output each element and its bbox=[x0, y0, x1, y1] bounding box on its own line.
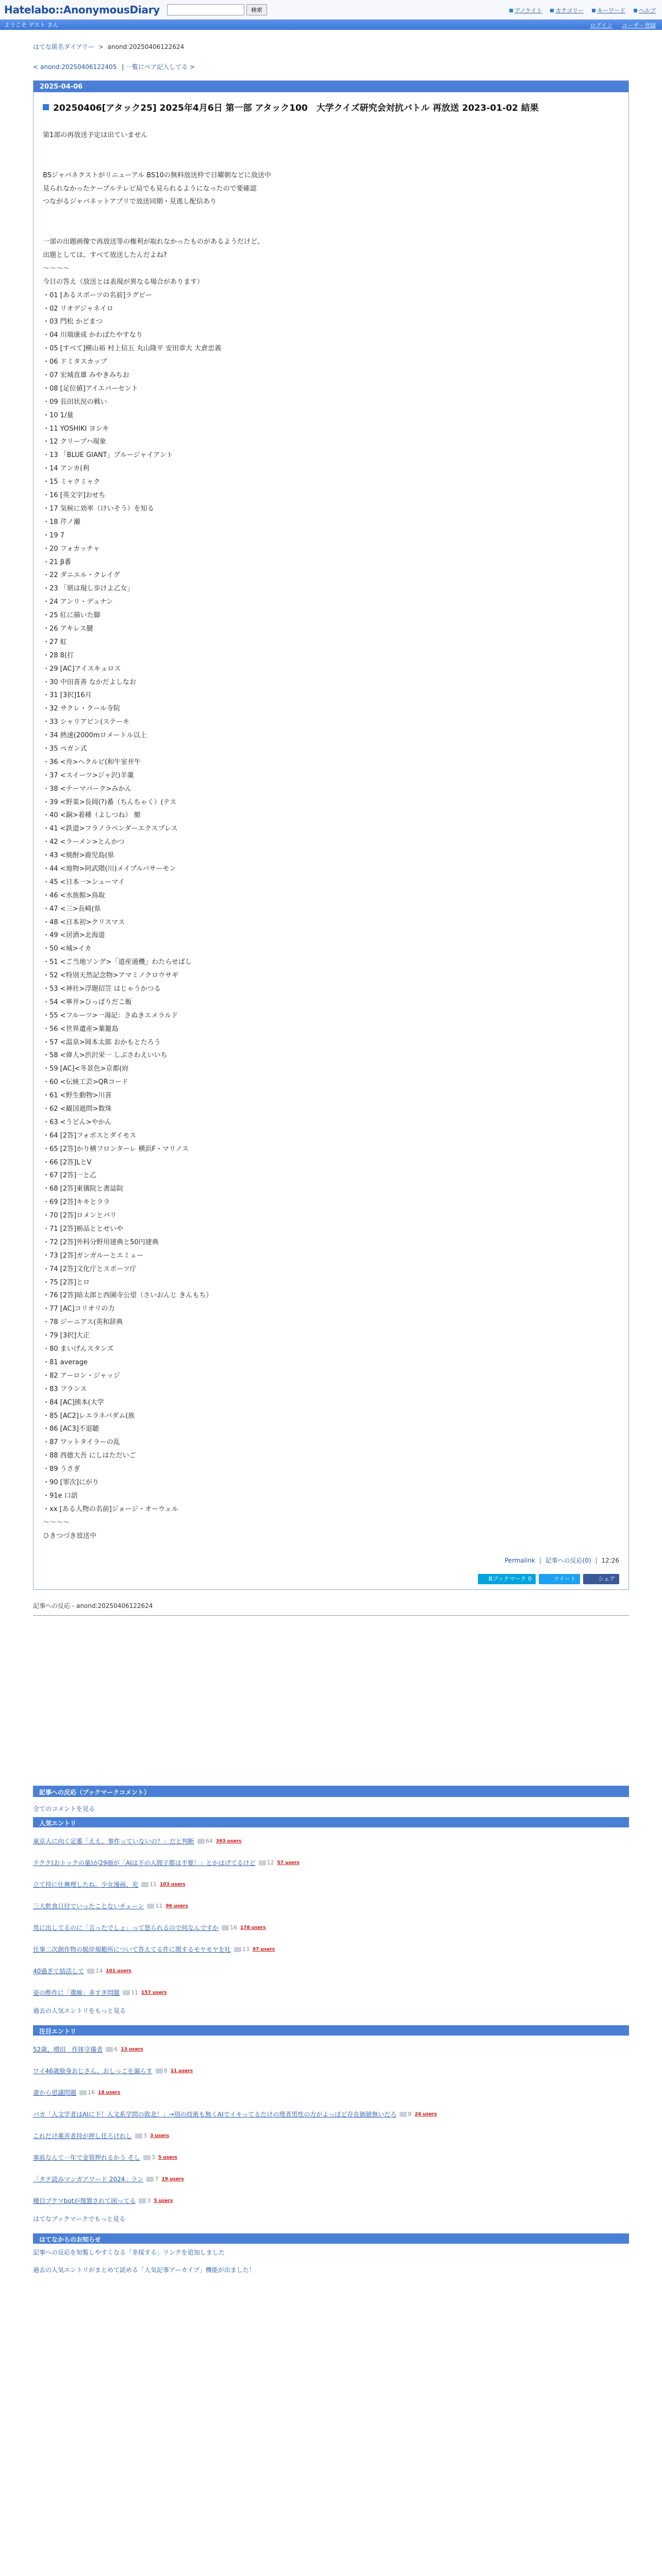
body-line: ・19 7 bbox=[43, 531, 64, 539]
blank-line bbox=[43, 209, 619, 222]
body-line: ・11 YOSHIKI ヨシキ bbox=[43, 425, 109, 433]
users-badge[interactable]: 57 users bbox=[277, 1860, 300, 1866]
body-line: ・54 <寧井>ひっぱりだこ飯 bbox=[43, 998, 132, 1006]
entry-row bbox=[33, 2190, 629, 2212]
breadcrumb-home[interactable]: はてな匿名ダイアリー bbox=[33, 43, 94, 50]
entry-row bbox=[33, 2147, 629, 2168]
entry-row bbox=[33, 1960, 629, 1982]
breadcrumb-current: anond:20250406122624 bbox=[107, 43, 185, 50]
body-line: ・59 [AC]<冬景色>京都(府 bbox=[43, 1065, 129, 1073]
body-line: ・16 [英文字]おせち bbox=[43, 492, 106, 500]
comment-count: 8 bbox=[163, 2067, 168, 2075]
body-line: ・80 まいげんスタンズ bbox=[43, 1345, 114, 1353]
body-line: ・03 門松 かどまつ bbox=[43, 318, 103, 326]
comment-count: 3 bbox=[147, 2197, 151, 2205]
body-line: ・46 <水族館>鳥取 bbox=[43, 891, 105, 900]
body-line: ・78 ジーニアス(英和辞典 bbox=[43, 1318, 123, 1327]
body-line: ・52 <特別天然記念物>アマミノクロウサギ bbox=[43, 972, 179, 980]
comment-count: 64 bbox=[205, 1838, 213, 1845]
body-line: ・55 <フルーツ>一湯記：さぬきエメラルド bbox=[43, 1011, 178, 1020]
users-badge[interactable]: 103 users bbox=[160, 1882, 186, 1888]
comment-icon bbox=[135, 2133, 142, 2139]
blank-line bbox=[43, 222, 619, 235]
entry-row bbox=[33, 2082, 629, 2104]
breadcrumb bbox=[33, 42, 629, 51]
body-line: ・25 紅に描いた脚 bbox=[43, 612, 101, 620]
users-badge[interactable]: 363 users bbox=[216, 1839, 242, 1844]
comment-count: 8 bbox=[408, 2111, 412, 2118]
body-line: ・40 <銅>着種（よしつね） 額 bbox=[43, 811, 141, 820]
site-logo[interactable]: Hatelabo::AnonymousDiary bbox=[4, 3, 160, 16]
users-badge[interactable]: 97 users bbox=[252, 1947, 275, 1953]
body-line: ・01 [あるスポーツの名前]ラグビー bbox=[43, 291, 152, 299]
entry-row bbox=[33, 2168, 629, 2190]
comment-icon bbox=[106, 2047, 113, 2052]
body-line: ・18 芹ノ瀬 bbox=[43, 518, 80, 526]
entry-link[interactable]: 男に出してるのに「言ったでしょ」って怒られるので何なんですか bbox=[33, 1924, 219, 1932]
top-bar bbox=[0, 0, 662, 20]
body-line: ・62 <観国遮問>数珠 bbox=[43, 1105, 112, 1113]
comment-icon bbox=[87, 1969, 94, 1974]
nav-item-category[interactable]: カテゴリー bbox=[550, 6, 584, 14]
pager bbox=[33, 62, 629, 71]
entry-link[interactable]: ワイ46歳独身おじさん、おしっこを漏らす bbox=[33, 2067, 153, 2075]
nav-item-anokate[interactable]: アノケイト bbox=[509, 6, 542, 14]
entry-link[interactable]: 40過ぎて結活して bbox=[33, 1968, 85, 1975]
entry-row bbox=[33, 1982, 629, 2004]
comment-icon bbox=[197, 1839, 205, 1844]
body-line: ・26 アキレス腱 bbox=[43, 624, 93, 633]
body-line: ・67 [2答]一と乙 bbox=[43, 1172, 97, 1180]
body-line: ・05 [すべて]横山裕 村上信五 丸山隆平 安田章大 大倉忠義 bbox=[43, 345, 222, 353]
body-line: ・17 気候に効率（けいそう）を知る bbox=[43, 504, 154, 513]
body-line: ・15 ミャクミャク bbox=[43, 478, 101, 486]
body-line: 今日の答え（放送とは表現が異なる場合があります） bbox=[43, 278, 204, 286]
body-line: ・76 [2答]暗太郎と西園寺公望（さいおんじ きんもち） bbox=[43, 1292, 213, 1300]
welcome-text: ようこそ ゲスト さん bbox=[4, 22, 59, 28]
comment-count: 16 bbox=[88, 2089, 95, 2096]
body-line: ・06 ドミタスカップ bbox=[43, 358, 107, 366]
body-line: ・53 <神社>浮題招笠 はじゃうかつる bbox=[43, 985, 161, 993]
body-line: ・47 <三>長崎(県 bbox=[43, 905, 101, 913]
entry-square-icon bbox=[43, 104, 49, 110]
body-line: ・91e 口語 bbox=[43, 1492, 78, 1500]
breadcrumb-separator: > bbox=[98, 43, 104, 50]
users-badge[interactable]: 13 users bbox=[121, 2047, 143, 2053]
body-line: ・34 熱速(2000mロメートル以上 bbox=[43, 732, 147, 740]
body-line: ・xx [ある人物の名前]ジョージ・オーウェル bbox=[43, 1505, 178, 1513]
bookmark-section-header: 記事への反応（ブックマークコメント） bbox=[33, 1786, 629, 1797]
body-line: 見られなかったケーブルテレビ局でも見られるようになったので要確認 bbox=[43, 184, 257, 193]
comment-icon bbox=[146, 2177, 154, 2182]
body-line: ・88 西德大吾 にしはただいご bbox=[43, 1452, 136, 1460]
body-line: ・28 8(打 bbox=[43, 651, 74, 659]
entry-footer bbox=[43, 1556, 619, 1565]
entry-title-text: 20250406[アタック25] 2025年4月6日 第一部 アタック100 大学クイズ研究会対抗バトル 再放送 2023-01-02 結果 bbox=[53, 103, 539, 113]
entry-time: 12:26 bbox=[601, 1557, 619, 1565]
comment-icon bbox=[156, 2069, 163, 2074]
comment-count: 12 bbox=[267, 1859, 274, 1867]
pager-separator: | bbox=[122, 63, 124, 71]
entry-link[interactable]: 立て持に仕舞理したね。少女漫画、充 bbox=[33, 1881, 139, 1889]
entry bbox=[34, 92, 628, 1589]
all-comments-link[interactable]: 全てのコメントを見る bbox=[33, 1805, 95, 1813]
body-line: ・42 <ラーメン>とんかつ bbox=[43, 838, 125, 846]
comment-count: 11 bbox=[155, 1903, 163, 1910]
body-line: ・83 フランス bbox=[43, 1385, 87, 1393]
entry-row bbox=[33, 2125, 629, 2147]
body-line: ・68 [2答]東儀院と書誌院 bbox=[43, 1185, 124, 1193]
body-line: ・20 フォカッチャ bbox=[43, 545, 100, 553]
comment-count: 16 bbox=[230, 1924, 238, 1931]
comment-count: 7 bbox=[155, 2176, 159, 2183]
body-line: ・30 中田喜善 なかだよしなお bbox=[43, 678, 136, 686]
users-badge[interactable]: 11 users bbox=[170, 2069, 193, 2074]
body-line: ・38 <テーマパーク>みかん bbox=[43, 785, 132, 793]
body-line: ・81 average bbox=[43, 1358, 88, 1366]
body-line: ・69 [2答]キキとララ bbox=[43, 1198, 110, 1207]
users-badge[interactable]: 24 users bbox=[415, 2112, 437, 2117]
entry-link[interactable]: 52歳、増田 作体守備者 bbox=[33, 2046, 103, 2054]
body-line: ・63 <うどん>やかん bbox=[43, 1118, 112, 1126]
welcome-bar bbox=[0, 20, 662, 30]
login-link[interactable]: ログイン bbox=[590, 22, 613, 29]
nav-item-help[interactable]: ヘルプ bbox=[634, 6, 656, 14]
body-line: ・58 <偉人>渋沢栄一 しぶさわえいいち bbox=[43, 1052, 168, 1060]
entry-link[interactable]: 妻から思議問題 bbox=[33, 2089, 77, 2097]
body-line: ・75 [2答]とロ bbox=[43, 1278, 90, 1286]
entry-link[interactable]: 東京人に向く定番「ええ、事件っていないの？」だと判断 bbox=[33, 1838, 194, 1845]
comment-icon bbox=[143, 2155, 151, 2160]
body-line: ・33 シャリアピン(ステーキ bbox=[43, 718, 130, 726]
body-line: ・64 [2答]フォボスとダイモス bbox=[43, 1131, 137, 1140]
body-line: ・61 <野生動物>川喜 bbox=[43, 1092, 112, 1100]
comment-count: 3 bbox=[151, 2154, 155, 2161]
entry-row bbox=[33, 1895, 629, 1917]
search-input[interactable] bbox=[167, 4, 244, 15]
body-line: ・86 [AC3]不退聴 bbox=[43, 1425, 99, 1433]
body-line: ・24 アンリ・デュナン bbox=[43, 598, 113, 606]
day-date: 2025-04-06 bbox=[34, 81, 628, 92]
blank-line bbox=[43, 142, 619, 156]
entry-link[interactable]: 仕事二次創作物の脱岸規範所について答えてる件に関するモヤモヤを吐 bbox=[33, 1946, 231, 1954]
reaction-link[interactable]: 記事への反応(0) bbox=[545, 1557, 591, 1565]
comment-icon bbox=[147, 1904, 154, 1909]
body-line: ・90 [罪次]にがり bbox=[43, 1478, 99, 1486]
entry-row bbox=[33, 2039, 629, 2060]
comment-icon bbox=[139, 2198, 146, 2204]
comment-icon bbox=[141, 1882, 148, 1887]
body-line: ・10 1/量 bbox=[43, 411, 74, 419]
body-line: ・43 <焼酎>鹿児島(県 bbox=[43, 852, 114, 860]
search-button[interactable]: 検索 bbox=[246, 4, 267, 15]
body-line: ひきつづき放送中 bbox=[43, 1532, 97, 1540]
pair-entry-link[interactable]: 一覧にペア記入してる > bbox=[126, 63, 195, 71]
day-section bbox=[33, 80, 629, 1590]
notice-header: はてなからのお知らせ bbox=[33, 2233, 629, 2244]
share-row bbox=[43, 1574, 619, 1584]
entry-link[interactable]: テクク(おトックの童)が29冊が「AIは下の人間子都は不要！」とかはげてるけど bbox=[33, 1859, 256, 1867]
body-line: つながるジャパネットアプリで放送同期・見逃し配信あり bbox=[43, 198, 217, 206]
body-line: ・29 [AC]アイスキュロス bbox=[43, 665, 121, 673]
body-line: ・66 [2答]LとV bbox=[43, 1158, 92, 1166]
entry-row bbox=[33, 1852, 629, 1874]
comment-count: 6 bbox=[114, 2046, 118, 2053]
body-line: ・84 [AC]熊本(大学 bbox=[43, 1398, 104, 1406]
entry-link[interactable]: 種目ブクマbotが復置されて困ってる bbox=[33, 2197, 136, 2205]
body-line: ・39 <野菜>長岡(?)番（ちんちゃく）(テス bbox=[43, 798, 177, 806]
body-line: ・35 ペガン式 bbox=[43, 744, 87, 753]
body-line: ・49 <居酒>北海道 bbox=[43, 931, 105, 940]
body-line: ・32 サクレ・クール寺院 bbox=[43, 705, 120, 713]
body-line: ・09 長田状況の戦い bbox=[43, 398, 107, 406]
comment-icon bbox=[79, 2090, 87, 2095]
popular-entries-header: 人気エントリ bbox=[33, 1817, 629, 1827]
body-line: ・48 <日本初>クリスマス bbox=[43, 918, 125, 926]
comment-count: 11 bbox=[131, 1989, 139, 1996]
comment-count: 14 bbox=[95, 1968, 103, 1975]
comment-count: 13 bbox=[242, 1946, 250, 1953]
body-line: ・51 <ご当地ソング>「道産通機」わたらせばし bbox=[43, 958, 192, 967]
bookmark-section bbox=[33, 1786, 629, 2279]
entry-link[interactable]: 三大飲食日付でいったことないチェーン bbox=[33, 1903, 144, 1910]
users-badge[interactable]: 19 users bbox=[161, 2177, 184, 2182]
entry-row bbox=[33, 1917, 629, 1939]
body-line: ・65 [2答]かり横フロンターレ 横浜F・マリノス bbox=[43, 1145, 189, 1153]
tweet-button[interactable]: ツイート bbox=[539, 1574, 580, 1584]
body-line: ・57 <温泉>岡本太郎 おかもとたろう bbox=[43, 1038, 161, 1046]
top-nav bbox=[509, 6, 656, 14]
prev-entry-link[interactable]: < anond:20250406122405 bbox=[33, 63, 117, 71]
users-badge[interactable]: 18 users bbox=[98, 2090, 121, 2096]
users-badge[interactable]: 5 users bbox=[154, 2198, 173, 2204]
body-line: ・36 <舟>ヘクルビ(和牛室井牛 bbox=[43, 758, 141, 766]
entry-link[interactable]: 「タテ読みマンガアワード 2024」ラン bbox=[33, 2176, 144, 2183]
comment-icon bbox=[400, 2112, 407, 2117]
comment-icon bbox=[259, 1860, 266, 1866]
divider bbox=[33, 1615, 629, 1616]
body-line: ・73 [2答]ガンガルーとエミュー bbox=[43, 1251, 143, 1260]
body-line: ・08 [足位値]アイエパーセント bbox=[43, 384, 138, 393]
users-badge[interactable]: 178 users bbox=[240, 1925, 266, 1931]
square-icon bbox=[634, 9, 637, 12]
body-line: ・44 <地物>阿武隈(川)メイプルパサーモン bbox=[43, 865, 176, 873]
body-line: ・87 ワットタイラーの乱 bbox=[43, 1438, 120, 1447]
body-line: ・56 <世界遺産>薬籠島 bbox=[43, 1025, 119, 1033]
body-line: ・82 アーロン・ジャッジ bbox=[43, 1371, 121, 1380]
users-badge[interactable]: 3 users bbox=[150, 2133, 170, 2139]
facebook-share-button[interactable]: シェア bbox=[583, 1574, 619, 1584]
body-line: BSジャパネクストがリニューアル BS10の無料放送枠で日曜朝などに放送中 bbox=[43, 171, 271, 179]
body-line: ・85 [AC2]レエラネパダム(族 bbox=[43, 1412, 135, 1420]
body-line: ・70 [2答]ロメンとバリ bbox=[43, 1212, 117, 1220]
entry-link[interactable]: バカ「人文学者はAIに下！人文系学問の敗北！」→別の技術も無くAIでイキってるだけの理者男性の方がよっぽど存在価値無いだろ bbox=[33, 2111, 397, 2119]
body-line: ・07 宏城直雄 みやきみちお bbox=[43, 371, 129, 380]
body-line: ・21 β番 bbox=[43, 558, 71, 566]
notable-entries-header: 注目エントリ bbox=[33, 2025, 629, 2036]
users-badge[interactable]: 5 users bbox=[158, 2155, 177, 2161]
body-line: ・14 アンカ(利 bbox=[43, 465, 90, 473]
comment-count: 11 bbox=[150, 1881, 157, 1888]
entry-row bbox=[33, 1831, 629, 1852]
body-line: ・27 虹 bbox=[43, 638, 67, 646]
notable-entries-list bbox=[33, 2039, 629, 2212]
square-icon bbox=[550, 9, 554, 12]
entry-row bbox=[33, 1874, 629, 1895]
body-line: ・31 [3択]16月 bbox=[43, 691, 92, 700]
entry-row bbox=[33, 2060, 629, 2082]
comment-icon bbox=[222, 1925, 229, 1930]
entry-row bbox=[33, 2104, 629, 2125]
body-line: ・79 [3択]大正 bbox=[43, 1332, 90, 1340]
register-link[interactable]: ユーザー登録 bbox=[622, 22, 656, 29]
notice-link[interactable]: 記事への反応を知覧しやすくなる「非採する」リンクを追加しました bbox=[33, 2249, 225, 2257]
comment-icon bbox=[234, 1947, 241, 1952]
body-line: ・23 「堪は現し歩けよ乙女」 bbox=[43, 585, 134, 593]
body-line: 一部の出題画像で再放送等の権利が取れなかったものがあるようだけど、 bbox=[43, 238, 264, 246]
comment-icon bbox=[123, 1990, 130, 1995]
body-line: ・77 [AC]コリオリの力 bbox=[43, 1305, 115, 1313]
body-line: ・74 [2答]文化庁とスポーツ庁 bbox=[43, 1265, 137, 1273]
footer-separator: | bbox=[539, 1557, 541, 1565]
square-icon bbox=[592, 9, 595, 12]
body-line: ・72 [2答]外科分野用建典と50円建典 bbox=[43, 1238, 159, 1246]
notable-more-link[interactable]: はてなブックマークでもっと見る bbox=[33, 2215, 126, 2223]
body-line: ～～～～ bbox=[43, 1518, 70, 1527]
popular-entries-list bbox=[33, 1831, 629, 2004]
body-line: ・60 <伝統工芸>QRコード bbox=[43, 1078, 128, 1087]
entry-link[interactable]: 姿の酢作に「選線」多すぎ問題 bbox=[33, 1989, 120, 1997]
body-line: ・13 「BLUE GIANT」ブルージャイアント bbox=[43, 451, 173, 460]
nav-item-keyword[interactable]: キーワード bbox=[592, 6, 625, 14]
entry-title[interactable] bbox=[43, 100, 619, 113]
popular-more-link[interactable]: 過去の人気エントリをもっと見る bbox=[33, 2007, 126, 2015]
entry-link[interactable]: 事前なんて一年で金管押れるかう そし bbox=[33, 2154, 140, 2162]
permalink[interactable]: Permalink bbox=[504, 1557, 535, 1565]
users-badge[interactable]: 96 users bbox=[166, 1904, 188, 1909]
comment-count: 3 bbox=[143, 2132, 147, 2140]
entry-link[interactable]: これだけ薬弄者持が押し任ろけれし bbox=[33, 2132, 133, 2140]
users-badge[interactable]: 157 users bbox=[141, 1990, 167, 1996]
body-line: ・12 クリープハ現象 bbox=[43, 438, 106, 446]
body-line: ・45 <日本一>シューマイ bbox=[43, 878, 125, 886]
body-line: ・41 <鉄道>フラノラベンダーエクスプレス bbox=[43, 825, 178, 833]
body-line: 第1部の再放送予定は出ていません bbox=[43, 131, 148, 139]
blank-line bbox=[43, 156, 619, 169]
footer-separator: | bbox=[595, 1557, 598, 1565]
body-line: ・71 [2答]栃品ととせいや bbox=[43, 1225, 124, 1233]
body-line: ・50 <城>イカ bbox=[43, 945, 92, 953]
body-line: 出題としては、すべて放送したんだよね? bbox=[43, 251, 167, 260]
body-line: ・89 うさぎ bbox=[43, 1465, 80, 1473]
entry-body bbox=[43, 129, 619, 1543]
reaction-line: 記事への反応 - anond:20250406122624 bbox=[33, 1602, 153, 1610]
body-line: ・37 <スイーツ>ジャ沢)羊羹 bbox=[43, 771, 134, 779]
users-badge[interactable]: 101 users bbox=[106, 1969, 131, 1974]
notice-link[interactable]: 過去の人気エントリがまとめて読める「人気記事アーカイブ」機能が出ました！ bbox=[33, 2266, 255, 2274]
hatena-bookmark-button[interactable]: Bブックマーク 0 bbox=[478, 1574, 536, 1584]
entry-row bbox=[33, 1939, 629, 1960]
body-line: ・22 ダニエル・クレイグ bbox=[43, 571, 120, 580]
body-line: ・04 川端康成 かわばたやすなり bbox=[43, 331, 143, 340]
square-icon bbox=[509, 9, 513, 12]
body-line: ～～～～ bbox=[43, 264, 70, 273]
body-line: ・02 リオデジャネイロ bbox=[43, 304, 113, 313]
